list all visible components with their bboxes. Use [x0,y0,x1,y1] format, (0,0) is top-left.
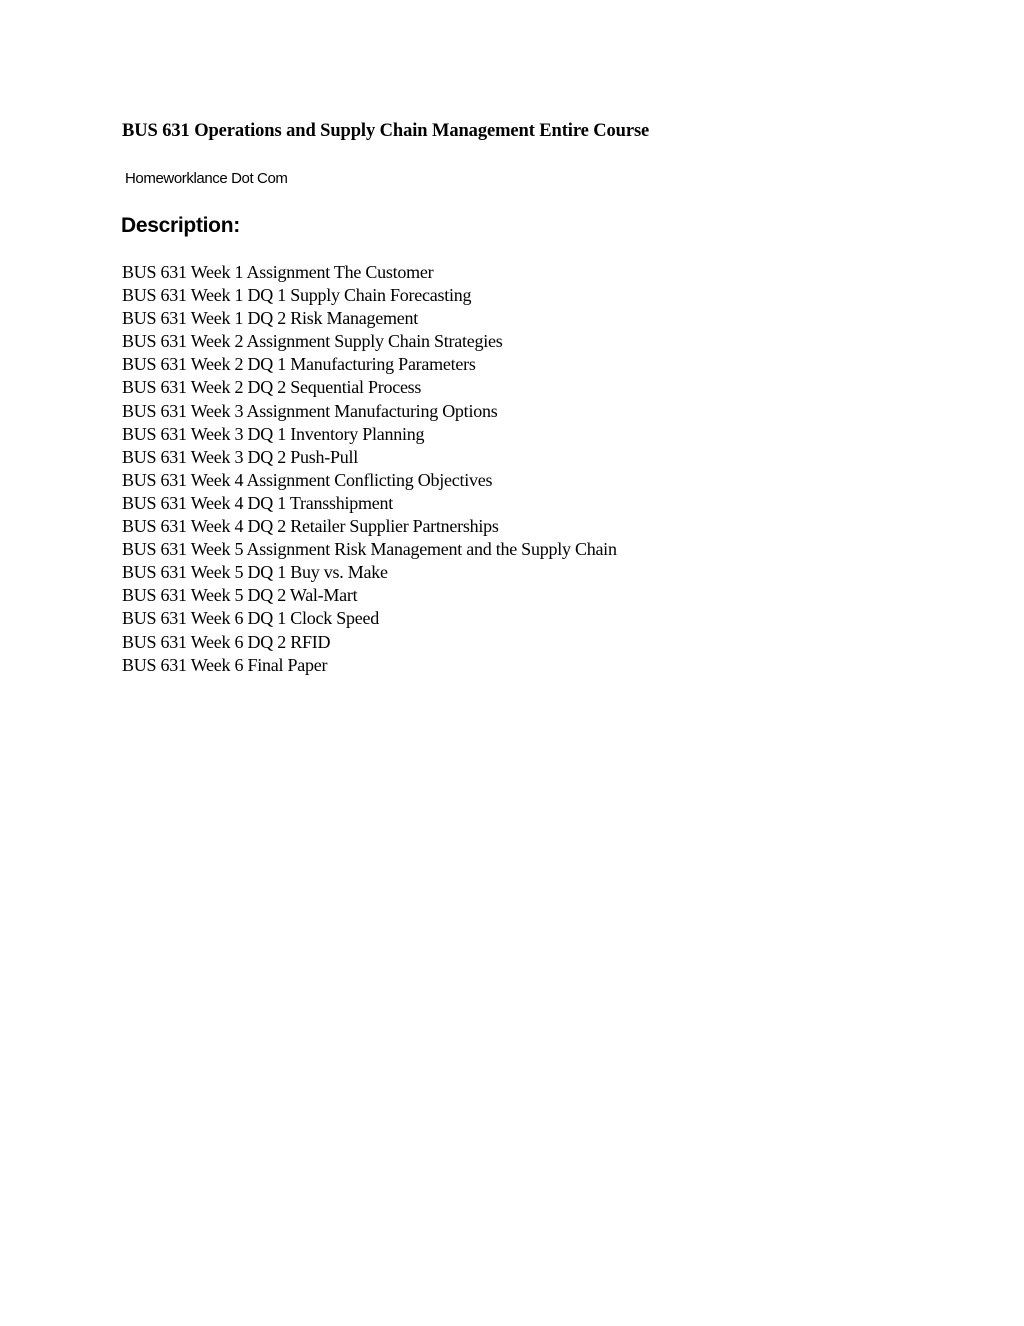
course-item-list [122,261,617,677]
list-item: BUS 631 Week 3 DQ 2 Push-Pull [122,446,358,467]
list-item: BUS 631 Week 3 Assignment Manufacturing Options [122,400,498,421]
list-item: BUS 631 Week 4 DQ 1 Transshipment [122,492,393,513]
list-item: BUS 631 Week 4 Assignment Conflicting Objectives [122,469,493,490]
list-item: BUS 631 Week 4 DQ 2 Retailer Supplier Partnerships [122,516,499,537]
list-item: BUS 631 Week 2 DQ 1 Manufacturing Parameters [122,354,476,375]
list-item: BUS 631 Week 2 DQ 2 Sequential Process [122,377,422,398]
list-item: BUS 631 Week 3 DQ 1 Inventory Planning [122,423,425,444]
list-item: BUS 631 Week 6 Final Paper [122,654,328,675]
list-item: BUS 631 Week 5 DQ 2 Wal-Mart [122,585,358,606]
list-item: BUS 631 Week 1 Assignment The Customer [122,262,434,282]
document-subtitle: Homeworklance Dot Com [125,170,288,187]
list-item: BUS 631 Week 2 Assignment Supply Chain Strategies [122,331,503,352]
list-item: BUS 631 Week 5 DQ 1 Buy vs. Make [122,562,388,583]
list-item: BUS 631 Week 1 DQ 2 Risk Management [122,308,418,329]
description-heading: Description: [121,214,240,237]
list-item: BUS 631 Week 5 Assignment Risk Management and the Supply Chain [122,539,617,560]
list-item: BUS 631 Week 6 DQ 2 RFID [122,631,331,652]
list-item: BUS 631 Week 1 DQ 1 Supply Chain Forecasting [122,285,472,306]
list-item: BUS 631 Week 6 DQ 1 Clock Speed [122,608,379,629]
document-title: BUS 631 Operations and Supply Chain Management Entire Course [122,121,650,141]
